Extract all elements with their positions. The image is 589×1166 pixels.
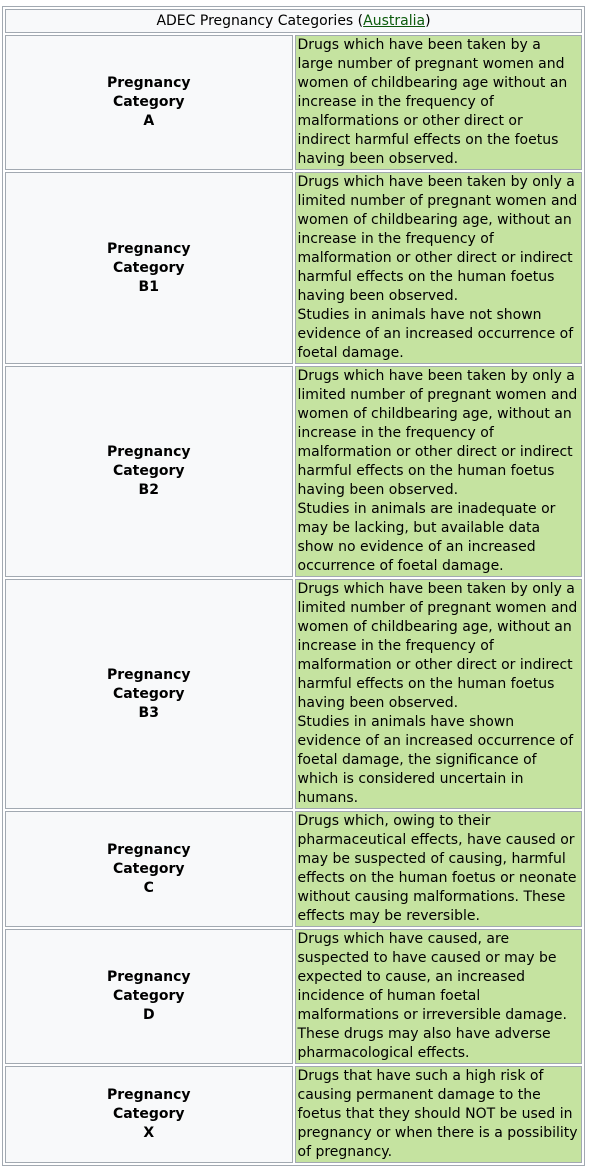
description-cell-b1 — [295, 172, 583, 364]
table-row-b2 — [5, 366, 582, 577]
category-code: A — [143, 113, 155, 129]
table-row-b1 — [5, 172, 582, 364]
description-text: Drugs that have such a high risk of causing permanent damage to the foetus that they should NOT be used in pregnancy or when there is a possibility of pregnancy. — [297, 1068, 578, 1160]
category-label-line1: Pregnancy — [107, 444, 191, 460]
category-code: B3 — [138, 704, 159, 721]
category-label-line1: Pregnancy — [107, 240, 191, 257]
category-label-line2: Category — [112, 860, 185, 877]
category-label-line2: Category — [112, 259, 185, 276]
pregnancy-categories-table-wrapper — [2, 6, 585, 1166]
description-cell-d — [295, 929, 583, 1064]
category-label-line2: Category — [112, 94, 185, 110]
caption-prefix: ADEC Pregnancy Categories ( — [156, 12, 364, 29]
category-code: D — [142, 1007, 155, 1023]
description-cell-b2 — [295, 366, 583, 577]
category-label-line1: Pregnancy — [107, 841, 191, 858]
category-label-line1: Pregnancy — [107, 1087, 191, 1103]
category-label-line2: Category — [112, 988, 185, 1004]
description-animal-studies: Studies in animals have shown evidence of an increased occurrence of foetal damage, the significance of which is considered uncertain in humans. — [297, 714, 574, 806]
caption-row — [5, 9, 582, 33]
description-text: Drugs which have been taken by only a limited number of pregnant women and women of childbearing age, without an increase in the frequency of malformation or other direct or indirect harmful effects on the human foetus having been observed. — [297, 174, 578, 304]
caption-suffix: ) — [425, 12, 431, 29]
pregnancy-categories-table — [2, 6, 585, 1166]
category-code: B2 — [138, 482, 159, 498]
description-cell-a — [295, 35, 583, 170]
description-text: Drugs which, owing to their pharmaceutical effects, have caused or may be suspected of causing, harmful effects on the human foetus or neonate without causing malformations. These effects may be reversible. — [297, 813, 577, 924]
category-label-line1: Pregnancy — [107, 75, 191, 91]
category-code: C — [143, 879, 154, 896]
table-row-x — [5, 1066, 582, 1163]
category-label-line1: Pregnancy — [107, 666, 191, 683]
category-cell-c — [5, 811, 293, 927]
category-code: X — [143, 1125, 155, 1141]
category-label-line2: Category — [112, 463, 185, 479]
category-label-line1: Pregnancy — [107, 969, 191, 985]
description-text: Drugs which have been taken by only a limited number of pregnant women and women of childbearing age, without an increase in the frequency of malformation or other direct or indirect harmful effects on the human foetus having been observed. — [297, 581, 578, 711]
category-cell-b2 — [5, 366, 293, 577]
description-text: Drugs which have been taken by only a limited number of pregnant women and women of childbearing age, without an increase in the frequency of malformation or other direct or indirect harmful effects on the human foetus having been observed. — [297, 368, 578, 498]
table-row-b3 — [5, 579, 582, 809]
australia-link[interactable]: Australia — [363, 12, 426, 29]
description-cell-x — [295, 1066, 583, 1163]
category-cell-b1 — [5, 172, 293, 364]
category-label-line2: Category — [112, 1106, 185, 1122]
description-animal-studies: Studies in animals are inadequate or may be lacking, but available data show no evidence of an increased occurrence of foetal damage. — [297, 501, 556, 574]
description-text: Drugs which have caused, are suspected to have caused or may be expected to cause, an increased incidence of human foetal malformations or irreversible damage. These drugs may also have adverse pharmacological effects. — [297, 931, 567, 1061]
category-cell-x — [5, 1066, 293, 1163]
category-label-line2: Category — [112, 685, 185, 702]
category-cell-d — [5, 929, 293, 1064]
category-cell-b3 — [5, 579, 293, 809]
table-row-d — [5, 929, 582, 1064]
table-row-a — [5, 35, 582, 170]
description-cell-c — [295, 811, 583, 927]
category-cell-a — [5, 35, 293, 170]
table-row-c — [5, 811, 582, 927]
category-code: B1 — [138, 278, 159, 295]
description-animal-studies: Studies in animals have not shown evidence of an increased occurrence of foetal damage. — [297, 307, 574, 361]
description-text: Drugs which have been taken by a large number of pregnant women and women of childbearing age without an increase in the frequency of malformations or other direct or indirect harmful effects on the foetus having been observed. — [297, 37, 568, 167]
description-cell-b3 — [295, 579, 583, 809]
table-caption — [5, 9, 582, 33]
